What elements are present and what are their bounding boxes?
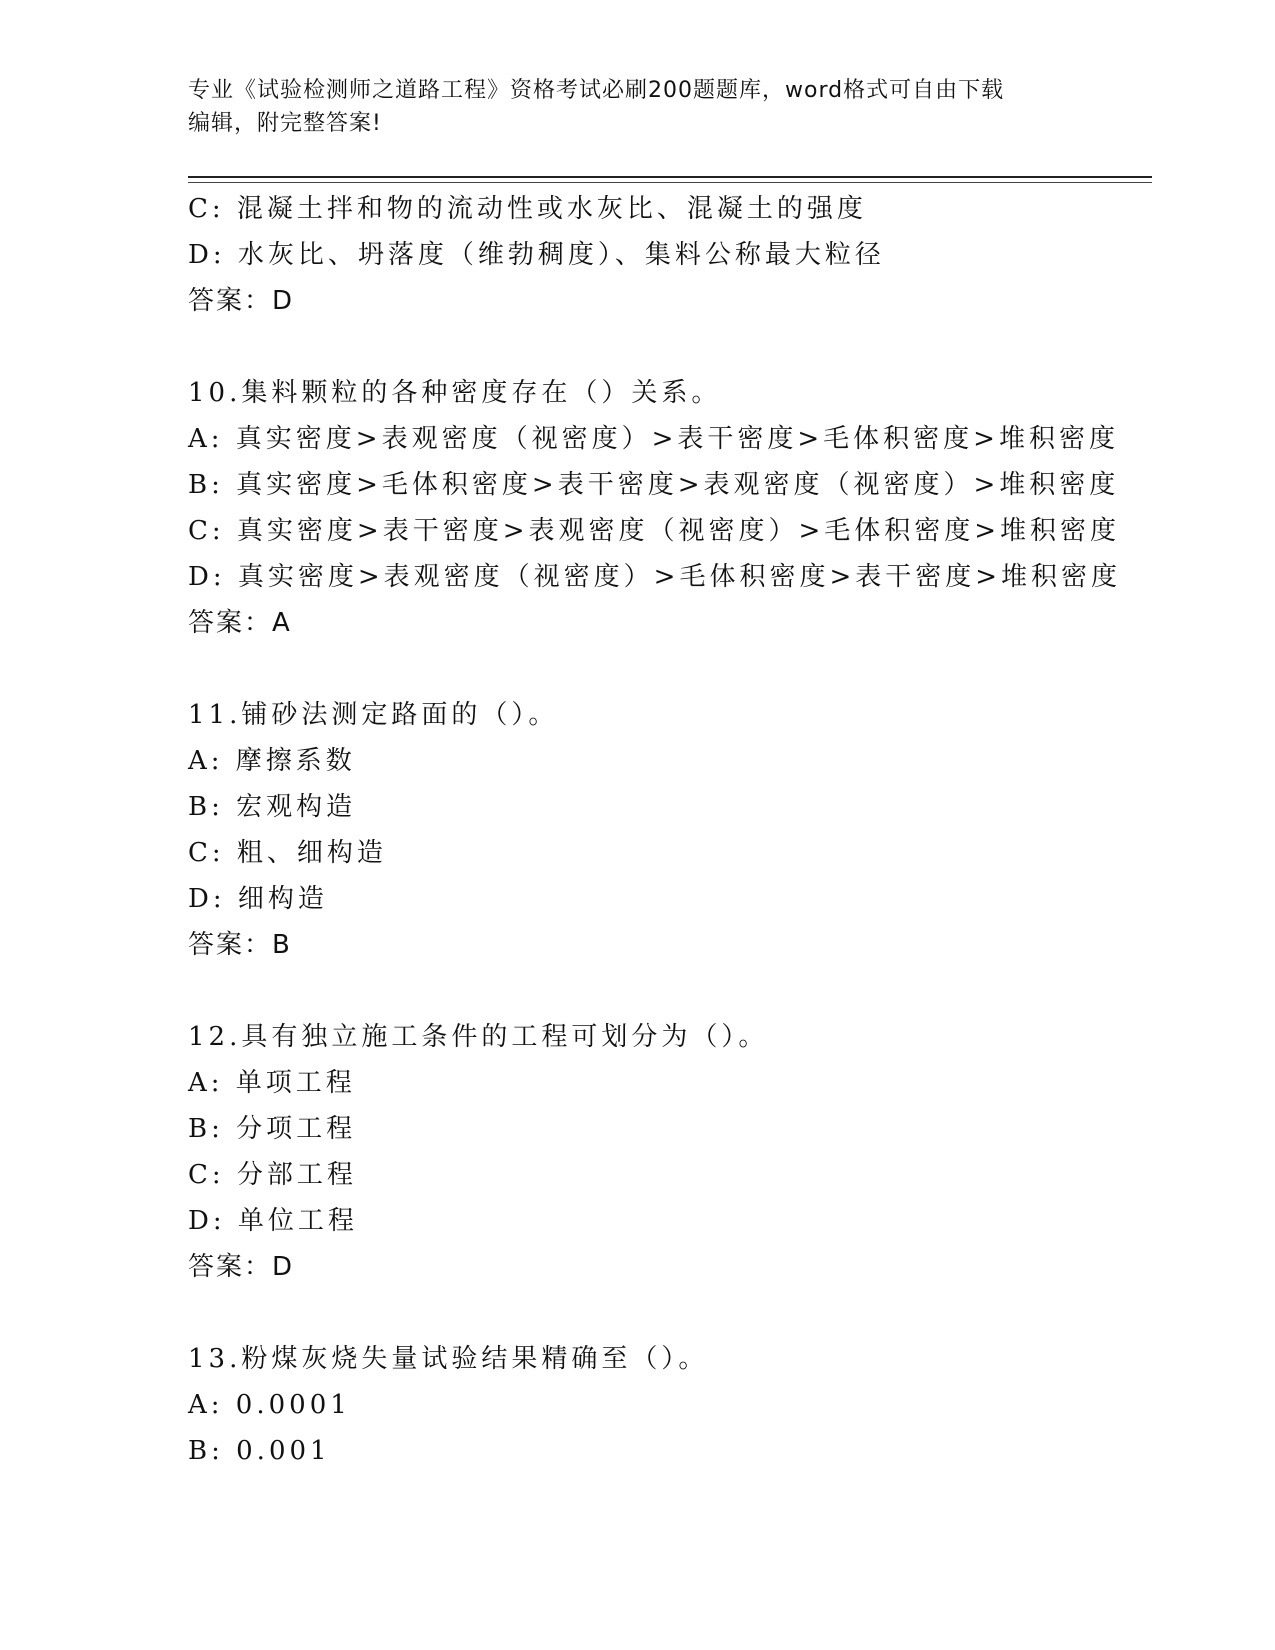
option-a: A: 0.0001 bbox=[188, 1390, 351, 1420]
q9-option-c: C: 混凝土拌和物的流动性或水灰比、混凝土的强度 bbox=[188, 194, 867, 224]
option-a: A: 摩擦系数 bbox=[188, 746, 356, 776]
header-line-2: 编辑，附完整答案! bbox=[188, 111, 382, 136]
option-b: B: 宏观构造 bbox=[188, 792, 357, 822]
option-c: C: 粗、细构造 bbox=[188, 838, 387, 868]
question-10 bbox=[188, 370, 1148, 646]
q9-option-d: D: 水灰比、坍落度（维勃稠度）、集料公称最大粒径 bbox=[188, 240, 885, 270]
question-stem: 12.具有独立施工条件的工程可划分为（）。 bbox=[188, 1022, 769, 1052]
header-divider-thin bbox=[188, 182, 1152, 183]
question-11 bbox=[188, 692, 1148, 968]
option-d: D: 真实密度>表观密度（视密度）>毛体积密度>表干密度>堆积密度 bbox=[188, 562, 1122, 592]
option-b: B: 0.001 bbox=[188, 1436, 331, 1466]
question-list bbox=[188, 186, 1148, 1474]
question-stem: 11.铺砂法测定路面的（）。 bbox=[188, 700, 559, 730]
option-a: A: 单项工程 bbox=[188, 1068, 356, 1098]
header-line-1: 专业《试验检测师之道路工程》资格考试必刷200题题库，word格式可自由下载 bbox=[188, 78, 1005, 103]
question-stem: 13.粉煤灰烧失量试验结果精确至（）。 bbox=[188, 1344, 709, 1374]
answer: 答案：A bbox=[188, 608, 292, 638]
option-b: B: 真实密度>毛体积密度>表干密度>表观密度（视密度）>堆积密度 bbox=[188, 470, 1120, 500]
option-d: D: 单位工程 bbox=[188, 1206, 358, 1236]
question-stem: 10.集料颗粒的各种密度存在（）关系。 bbox=[188, 378, 722, 408]
option-c: C: 分部工程 bbox=[188, 1160, 357, 1190]
option-c: C: 真实密度>表干密度>表观密度（视密度）>毛体积密度>堆积密度 bbox=[188, 516, 1121, 546]
question-13 bbox=[188, 1336, 1148, 1474]
option-d: D: 细构造 bbox=[188, 884, 328, 914]
document-header bbox=[188, 74, 1068, 140]
option-b: B: 分项工程 bbox=[188, 1114, 357, 1144]
header-divider-thick bbox=[188, 176, 1152, 178]
answer: 答案：B bbox=[188, 930, 292, 960]
option-a: A: 真实密度>表观密度（视密度）>表干密度>毛体积密度>堆积密度 bbox=[188, 424, 1119, 454]
q9-answer: 答案：D bbox=[188, 286, 295, 316]
answer: 答案：D bbox=[188, 1252, 295, 1282]
question-12 bbox=[188, 1014, 1148, 1290]
